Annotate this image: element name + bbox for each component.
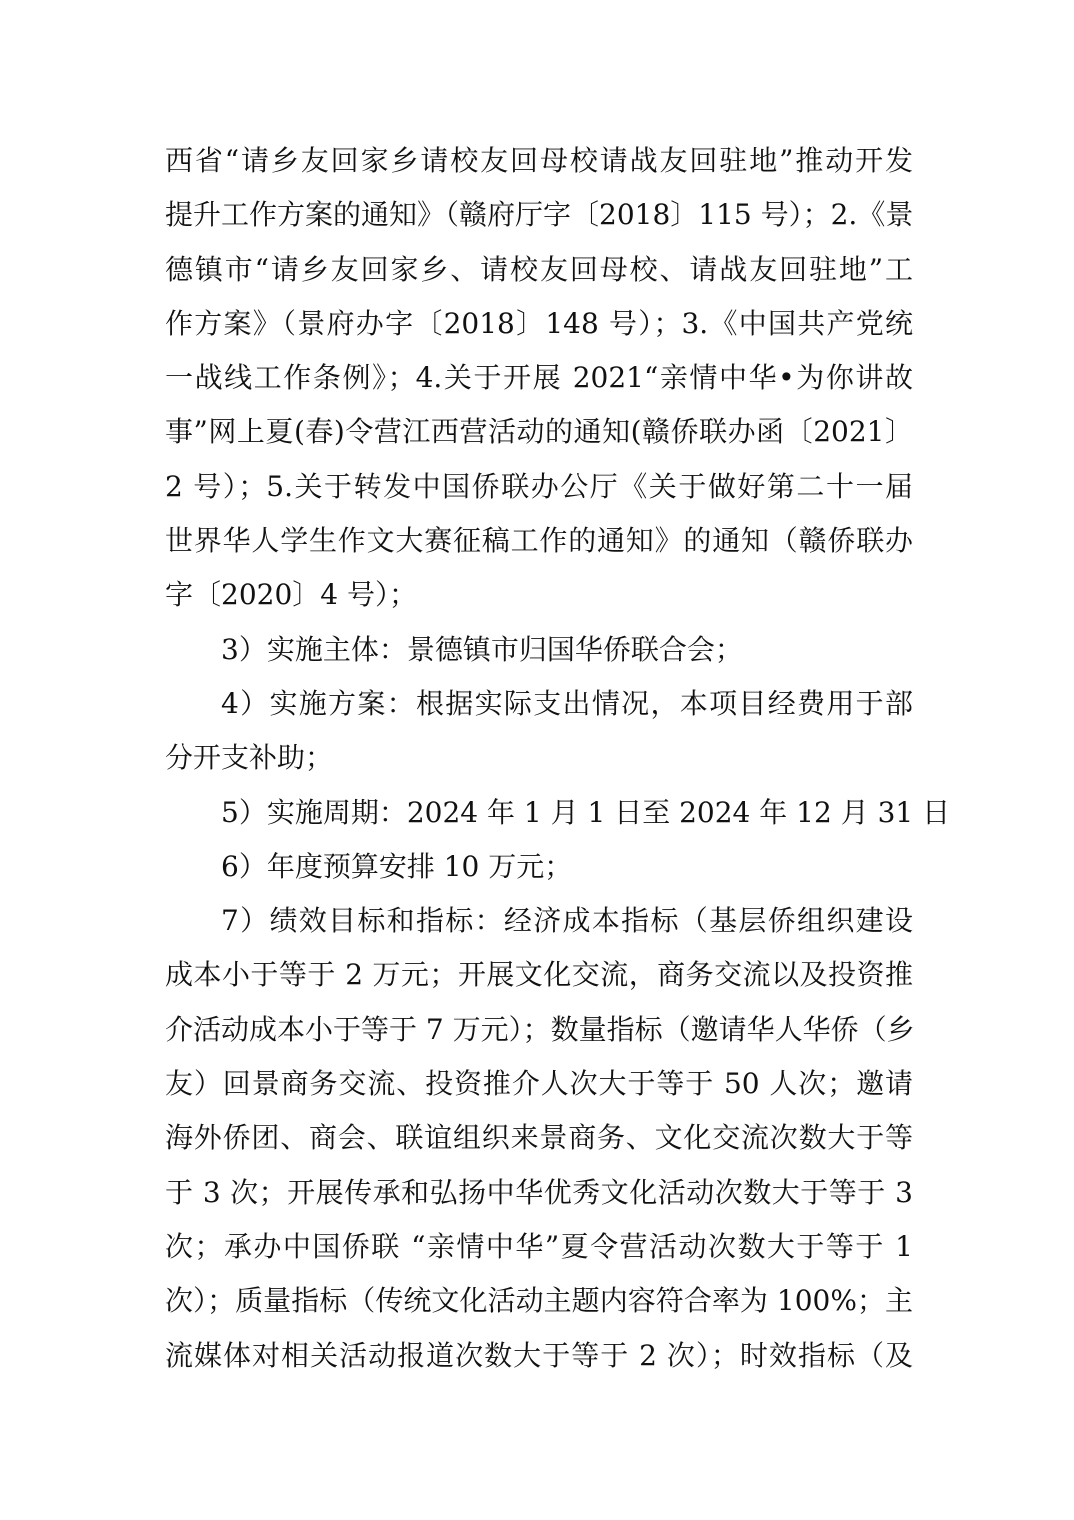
text-line: 2 号）；5.关于转发中国侨联办公厅《关于做好第二十一届 [165, 469, 913, 503]
text-line: 作方案》（景府办字〔2018〕148 号）；3.《中国共产党统 [165, 306, 913, 340]
text-line: 6）年度预算安排 10 万元； [221, 849, 573, 883]
text-line: 介活动成本小于等于 7 万元）；数量指标（邀请华人华侨（乡 [165, 1012, 915, 1046]
text-line: 事”网上夏(春)令营江西营活动的通知(赣侨联办函〔2021〕 [165, 415, 913, 449]
text-line: 德镇市“请乡友回家乡、请校友回母校、请战友回驻地”工 [165, 252, 913, 286]
text-line: 于 3 次；开展传承和弘扬中华优秀文化活动次数大于等于 3 [165, 1175, 913, 1209]
text-line: 友）回景商务交流、投资推介人次大于等于 50 人次；邀请 [165, 1067, 913, 1101]
text-line: 分开支补助； [165, 741, 334, 775]
text-line: 成本小于等于 2 万元；开展文化交流，商务交流以及投资推 [165, 958, 913, 992]
text-line: 次）；质量指标（传统文化活动主题内容符合率为 100%；主 [165, 1284, 913, 1318]
text-line: 5）实施周期：2024 年 1 月 1 日至 2024 年 12 月 31 日 [221, 795, 951, 829]
text-line: 一战线工作条例》；4.关于开展 2021“亲情中华•为你讲故 [165, 361, 913, 395]
text-line: 海外侨团、商会、联谊组织来景商务、文化交流次数大于等 [165, 1121, 913, 1155]
text-line: 流媒体对相关活动报道次数大于等于 2 次）；时效指标（及 [165, 1338, 913, 1372]
text-line: 提升工作方案的通知》（赣府厅字〔2018〕115 号）；2.《景 [165, 198, 914, 232]
text-line: 4）实施方案：根据实际支出情况，本项目经费用于部 [221, 686, 913, 720]
text-line: 字〔2020〕4 号）； [165, 578, 417, 612]
document-body [165, 134, 951, 1383]
text-line: 世界华人学生作文大赛征稿工作的通知》的通知（赣侨联办 [165, 524, 913, 558]
text-line: 西省“请乡友回家乡请校友回母校请战友回驻地”推动开发 [165, 144, 913, 177]
text-line: 7）绩效目标和指标：经济成本指标（基层侨组织建设 [221, 904, 913, 938]
text-line: 3）实施主体：景德镇市归国华侨联合会； [221, 632, 743, 666]
text-line: 次；承办中国侨联 “亲情中华”夏令营活动次数大于等于 1 [165, 1229, 913, 1263]
